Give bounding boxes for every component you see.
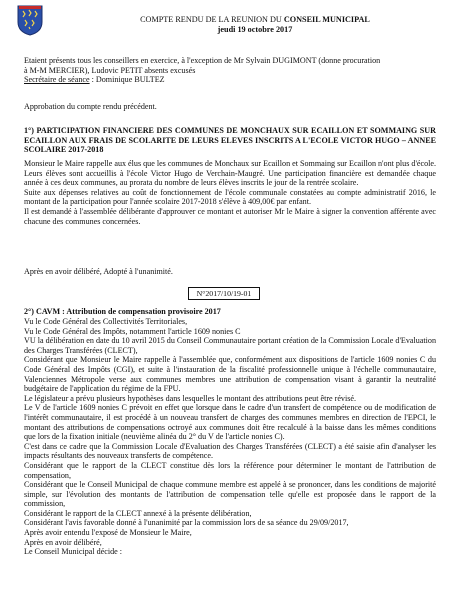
item2-line: C'est dans ce cadre que la Commission Locale d'Evaluation des Charges Transférées (CLECT) a été saisie afin d'analyser les impacts résultants des nouveaux transferts de compétence. <box>24 441 436 461</box>
report-header <box>60 15 450 35</box>
item1-body <box>24 159 436 226</box>
item2-line: Considérant que Monsieur le Maire rappelle à l'assemblée que, conformément aux dispositions de l'article 1609 nonies C du Code Général des Impôts (CGI), et suite à l'instauration de la fiscalité professionnelle unique à l'échelle communautaire, Valenciennes Métropole verse aux communes membres une attribution de compensation visant à garantir la neutralité budgétaire de l'application du régime de la FPU. <box>24 355 436 394</box>
item2-line: Après avoir entendu l'exposé de Monsieur le Maire, <box>24 528 192 538</box>
secretary-value: : Dominique BULTEZ <box>89 75 165 85</box>
item1-paragraph-1: Monsieur le Maire rappelle aux élus que les communes de Monchaux sur Ecaillon et Sommaing sur Ecaillon n'ont plus d'école. Leurs élèves sont accueillis à l'école Victor Hugo de Verchain-Maugré. Une participation financière est demandée chaque année à ces deux communes, au prorata du nombre de leurs élèves inscrits le jour de la rentrée scolaire. <box>24 159 436 188</box>
item2-line: Le V de l'article 1609 nonies C prévoit en effet que lorsque dans le cadre d'un transfert de compétence ou de modification de l'intérêt communautaire, il est procédé à un nouveau transfert de charges des communes membres en direction de l'EPCI, le montant des attributions de compensations octroyé aux communes doit être recalculé à la baisse dans les mêmes conditions que lors de la fixation initiale (neuvième alinéa du 2° du V de l'article nonies C). <box>24 403 436 442</box>
item2-body <box>24 317 436 557</box>
item2-line: Après en avoir délibéré, <box>24 537 102 547</box>
item2-title: 2°) CAVM : Attribution de compensation provisoire 2017 <box>24 307 221 316</box>
attendance-line-2: à M-M MERCIER), Ludovic PETIT absents excusés <box>24 65 196 75</box>
coat-of-arms-icon <box>17 5 43 36</box>
item2-line: Considérant que le Conseil Municipal de chaque commune membre est appelé à se prononcer, dans les conditions de majorité simple, sur l'évolution des montants de l'attribution de compensation telle qu'elle est proposée dans le rapport de la commission, <box>24 480 436 509</box>
report-title: COMPTE RENDU DE LA REUNION DU CONSEIL MUNICIPAL <box>140 15 370 24</box>
item2-line: Vu le Code Général des Collectivités Territoriales, <box>24 317 188 326</box>
secretary-line <box>24 75 436 85</box>
attendance-section <box>24 56 436 85</box>
item2-line: Le Conseil Municipal décide : <box>24 547 122 557</box>
item1-vote: Après en avoir délibéré, Adopté à l'unanimité. <box>24 267 173 276</box>
deliberation-number: N°2017/10/19-01 <box>188 287 260 300</box>
item2-line: Vu le Code Général des Impôts, notamment l'article 1609 nonies C <box>24 326 241 336</box>
item2-line: Considérant le rapport de la CLECT annexé à la présente délibération, <box>24 508 252 518</box>
item1-title: 1°) PARTICIPATION FINANCIERE DES COMMUNES DE MONCHAUX SUR ECAILLON ET SOMMAING SUR ECAILLON AUX FRAIS DE SCOLARITE DE LEURS ELEVES INSCRITS A L'ECOLE VICTOR HUGO – ANNEE SCOLAIRE 2017-2018 <box>24 126 436 155</box>
item1-paragraph-2: Suite aux dépenses relatives au coût de fonctionnement de l'école communale constatées au compte administratif 2016, le montant de la participation pour l'année scolaire 2017-2018 s'élève à 409,00€ par enfant. <box>24 187 436 207</box>
meeting-date: jeudi 19 octobre 2017 <box>217 25 293 34</box>
item2-line: Considérant que le rapport de la CLECT constitue dès lors la référence pour déterminer le montant de l'attribution de compensation, <box>24 460 436 480</box>
attendance-line-1: Etaient présents tous les conseillers en exercice, à l'exception de Mr Sylvain DUGIMONT (donne procuration <box>24 56 381 65</box>
secretary-label: Secrétaire de séance <box>24 75 90 85</box>
item2-line: Considérant l'avis favorable donné à l'unanimité par la commission lors de sa séance du 29/09/2017, <box>24 518 349 528</box>
item2-line: Le législateur a prévu plusieurs hypothèses dans lesquelles le montant des attributions peut être révisé. <box>24 393 356 403</box>
item1-paragraph-3: Il est demandé à l'assemblée délibérante d'approuver ce montant et autoriser Mr le Maire à signer la convention afférente avec chacune des communes concernées. <box>24 206 436 226</box>
item2-line: VU la délibération en date du 10 avril 2015 du Conseil Communautaire portant création de la Commission Locale d'Evaluation des Charges Transférées (CLECT), <box>24 336 436 355</box>
approval-text: Approbation du compte rendu précédent. <box>24 102 157 111</box>
